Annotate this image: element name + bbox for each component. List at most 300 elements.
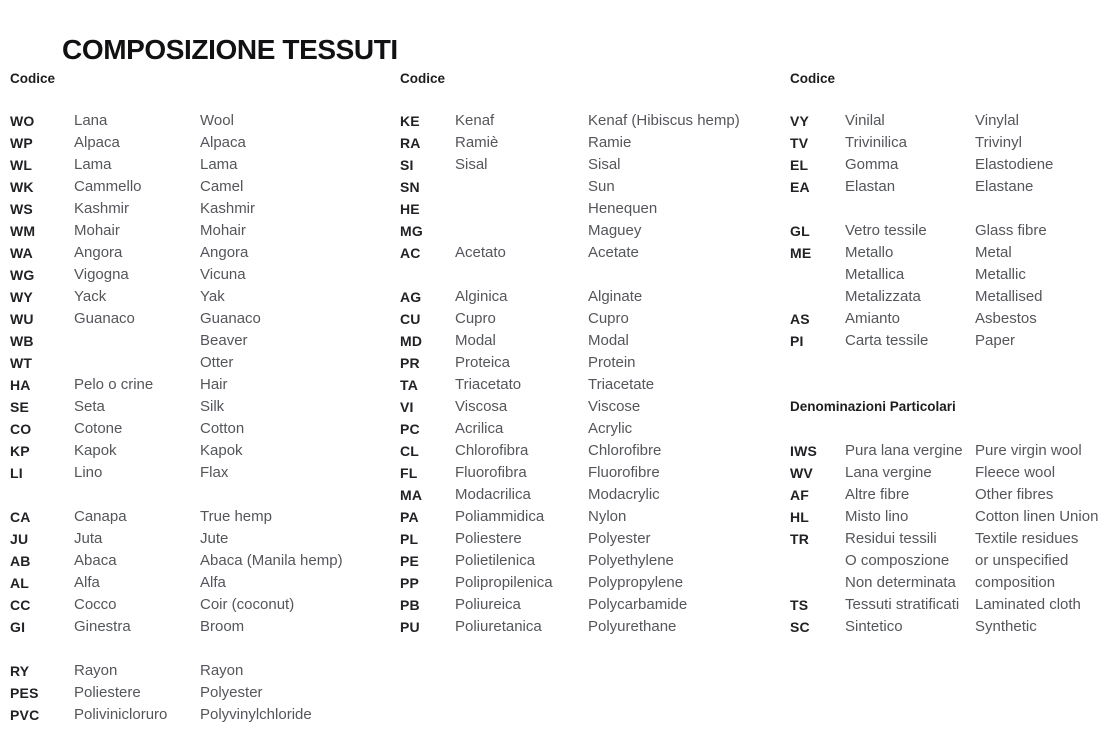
italian-name-cell [74, 352, 200, 374]
english-name-cell [200, 484, 388, 506]
table-row [10, 286, 388, 308]
table-row [400, 154, 778, 176]
english-name-cell: Coir (coconut) [200, 596, 295, 613]
english-name-cell: Polyester [588, 530, 651, 547]
code-cell: MA [400, 487, 423, 503]
english-name-cell: Elastane [975, 178, 1034, 195]
code-cell: HE [400, 201, 420, 217]
italian-name-cell: Gomma [845, 156, 899, 173]
table-row [10, 176, 388, 198]
english-name-cell [975, 198, 1102, 220]
code-cell: AL [10, 575, 30, 591]
code-cell: FL [400, 465, 418, 481]
code-cell: AB [10, 553, 31, 569]
table-row [10, 528, 388, 550]
italian-name-cell: Fluorofibra [455, 464, 527, 481]
code-cell: VI [400, 399, 414, 415]
english-name-cell: Kenaf (Hibiscus hemp) [588, 112, 740, 129]
code-rows [400, 110, 778, 638]
table-row [10, 220, 388, 242]
code-cell: EL [790, 157, 809, 173]
code-cell: WM [10, 223, 36, 239]
code-cell: MG [400, 223, 423, 239]
english-name-cell: Beaver [200, 332, 248, 349]
english-name-cell: composition [975, 574, 1056, 591]
code-cell: WS [10, 201, 33, 217]
italian-name-cell: Alfa [74, 574, 100, 591]
english-name-cell [200, 638, 388, 660]
code-rows [790, 110, 1102, 638]
section-header-row [790, 396, 1102, 418]
code-cell: PI [790, 333, 804, 349]
code-cell: WU [10, 311, 34, 327]
italian-name-cell [455, 176, 588, 198]
english-name-cell: True hemp [200, 508, 272, 525]
column-header-codice: Codice [400, 71, 446, 86]
code-cell [10, 638, 74, 660]
table-row [10, 484, 388, 506]
italian-name-cell: Ginestra [74, 618, 131, 635]
code-cell: SI [400, 157, 414, 173]
code-cell: WB [10, 333, 34, 349]
english-name-cell: Rayon [200, 662, 244, 679]
english-name-cell: Pure virgin wool [975, 442, 1082, 459]
table-row [10, 682, 388, 704]
table-row [400, 176, 778, 198]
code-cell: WO [10, 113, 35, 129]
italian-name-cell: Elastan [845, 178, 896, 195]
code-cell: CO [10, 421, 32, 437]
table-row [10, 572, 388, 594]
code-cell: HL [790, 509, 810, 525]
table-row [400, 594, 778, 616]
table-row [10, 198, 388, 220]
italian-name-cell: Abaca [74, 552, 117, 569]
table-row [10, 352, 388, 374]
code-cell: CU [400, 311, 421, 327]
english-name-cell: Acrylic [588, 420, 633, 437]
table-row [790, 308, 1102, 330]
english-name-cell: Textile residues [975, 530, 1079, 547]
italian-name-cell: Ramiè [455, 134, 499, 151]
table-row [400, 264, 778, 286]
code-table-column-2 [400, 68, 778, 638]
code-cell: EA [790, 179, 810, 195]
english-name-cell: Mohair [200, 222, 246, 239]
english-name-cell: Jute [200, 530, 229, 547]
table-row [400, 550, 778, 572]
italian-name-cell: Vigogna [74, 266, 129, 283]
english-name-cell: Vinylal [975, 112, 1019, 129]
english-name-cell: Polyester [200, 684, 263, 701]
table-row [400, 572, 778, 594]
english-name-cell: Silk [200, 398, 225, 415]
italian-name-cell: Metallica [845, 266, 905, 283]
table-row [790, 154, 1102, 176]
table-row [790, 528, 1102, 550]
english-name-cell: or unspecified [975, 552, 1069, 569]
italian-name-cell: Sisal [455, 156, 488, 173]
table-row [790, 616, 1102, 638]
code-cell: TV [790, 135, 809, 151]
table-row [400, 132, 778, 154]
page-title: COMPOSIZIONE TESSUTI [62, 33, 398, 65]
table-row [790, 572, 1102, 594]
italian-name-cell: Tessuti stratificati [845, 596, 960, 613]
english-name-cell: Polyethylene [588, 552, 674, 569]
italian-name-cell: Modacrilica [455, 486, 531, 503]
english-name-cell: Kapok [200, 442, 243, 459]
table-row [400, 418, 778, 440]
italian-name-cell: Poliestere [74, 684, 141, 701]
table-row [10, 374, 388, 396]
code-cell: WL [10, 157, 33, 173]
italian-name-cell: Cupro [455, 310, 496, 327]
italian-name-cell: Vinilal [845, 112, 885, 129]
italian-name-cell [845, 418, 975, 440]
code-cell [790, 198, 845, 220]
code-cell: PC [400, 421, 420, 437]
table-row [10, 440, 388, 462]
code-cell: CL [400, 443, 420, 459]
code-cell: SE [10, 399, 30, 415]
code-cell: WG [10, 267, 35, 283]
english-name-cell: Cupro [588, 310, 629, 327]
english-name-cell: Maguey [588, 222, 642, 239]
english-name-cell: Sisal [588, 156, 621, 173]
code-cell: TA [400, 377, 419, 393]
italian-name-cell: Pelo o crine [74, 376, 154, 393]
english-name-cell: Vicuna [200, 266, 246, 283]
table-row [10, 396, 388, 418]
code-cell: PE [400, 553, 420, 569]
italian-name-cell: Non determinata [845, 574, 956, 591]
english-name-cell: Polyvinylchloride [200, 706, 312, 723]
code-cell: WT [10, 355, 33, 371]
code-cell: IWS [790, 443, 818, 459]
english-name-cell: Acetate [588, 244, 639, 261]
code-cell: AG [400, 289, 422, 305]
code-cell [400, 264, 455, 286]
italian-name-cell: Kenaf [455, 112, 495, 129]
code-cell: WV [790, 465, 813, 481]
italian-name-cell: Seta [74, 398, 105, 415]
italian-name-cell: Lana vergine [845, 464, 932, 481]
table-row [10, 154, 388, 176]
english-name-cell: Otter [200, 354, 234, 371]
italian-name-cell: Poliammidica [455, 508, 545, 525]
code-cell: AF [790, 487, 810, 503]
english-name-cell: Abaca (Manila hemp) [200, 552, 343, 569]
english-name-cell: Wool [200, 112, 234, 129]
italian-name-cell [455, 198, 588, 220]
english-name-cell: Glass fibre [975, 222, 1047, 239]
table-row [790, 462, 1102, 484]
english-name-cell: Metallic [975, 266, 1026, 283]
english-name-cell: Cotton linen Union [975, 508, 1099, 525]
italian-name-cell: Proteica [455, 354, 511, 371]
table-row [790, 286, 1102, 308]
italian-name-cell: Polivinicloruro [74, 706, 168, 723]
english-name-cell: Modacrylic [588, 486, 660, 503]
italian-name-cell [455, 220, 588, 242]
table-row [10, 330, 388, 352]
code-cell: PL [400, 531, 419, 547]
code-cell: HA [10, 377, 31, 393]
english-name-cell: Henequen [588, 200, 658, 217]
table-row [10, 110, 388, 132]
code-cell: TS [790, 597, 809, 613]
english-name-cell: Polyurethane [588, 618, 677, 635]
code-cell: SN [400, 179, 420, 195]
table-row [10, 308, 388, 330]
english-name-cell: Synthetic [975, 618, 1037, 635]
table-row [10, 462, 388, 484]
english-name-cell: Lama [200, 156, 238, 173]
code-cell [790, 286, 845, 308]
table-row [400, 352, 778, 374]
italian-name-cell: Juta [74, 530, 103, 547]
code-cell: PU [400, 619, 420, 635]
italian-name-cell: Cammello [74, 178, 142, 195]
table-row [400, 484, 778, 506]
italian-name-cell: Residui tessili [845, 530, 937, 547]
italian-name-cell: Acetato [455, 244, 506, 261]
english-name-cell: Trivinyl [975, 134, 1022, 151]
english-name-cell: Alpaca [200, 134, 246, 151]
table-row [400, 198, 778, 220]
table-row [790, 594, 1102, 616]
code-cell: KE [400, 113, 420, 129]
english-name-cell [588, 264, 778, 286]
table-row [400, 242, 778, 264]
code-cell: RY [10, 663, 30, 679]
italian-name-cell: O composzione [845, 552, 950, 569]
italian-name-cell: Cotone [74, 420, 123, 437]
english-name-cell: Broom [200, 618, 245, 635]
column-header-codice: Codice [10, 71, 56, 86]
table-row [10, 638, 388, 660]
code-cell [790, 352, 845, 374]
italian-name-cell: Poliureica [455, 596, 521, 613]
italian-name-cell: Rayon [74, 662, 118, 679]
italian-name-cell: Kashmir [74, 200, 130, 217]
italian-name-cell: Misto lino [845, 508, 909, 525]
code-cell: JU [10, 531, 29, 547]
section-header: Denominazioni Particolari [790, 399, 956, 414]
english-name-cell: Polycarbamide [588, 596, 688, 613]
italian-name-cell: Kapok [74, 442, 117, 459]
code-cell [790, 374, 845, 396]
english-name-cell [975, 418, 1102, 440]
english-name-cell: Protein [588, 354, 636, 371]
english-name-cell: Angora [200, 244, 249, 261]
table-row [790, 484, 1102, 506]
italian-name-cell: Polipropilenica [455, 574, 553, 591]
english-name-cell: Flax [200, 464, 229, 481]
table-row [790, 176, 1102, 198]
table-row [790, 330, 1102, 352]
code-cell: CA [10, 509, 31, 525]
italian-name-cell: Metalizzata [845, 288, 921, 305]
italian-name-cell [845, 198, 975, 220]
english-name-cell: Fluorofibre [588, 464, 660, 481]
italian-name-cell: Lino [74, 464, 103, 481]
italian-name-cell [74, 330, 200, 352]
code-cell: KP [10, 443, 30, 459]
english-name-cell: Fleece wool [975, 464, 1056, 481]
english-name-cell: Alginate [588, 288, 643, 305]
code-cell: PA [400, 509, 419, 525]
english-name-cell: Laminated cloth [975, 596, 1081, 613]
table-row [400, 528, 778, 550]
english-name-cell: Alfa [200, 574, 226, 591]
code-cell: PR [400, 355, 420, 371]
italian-name-cell: Acrilica [455, 420, 504, 437]
italian-name-cell: Lana [74, 112, 108, 129]
code-cell: RA [400, 135, 421, 151]
table-row [400, 396, 778, 418]
code-cell: PP [400, 575, 420, 591]
italian-name-cell: Vetro tessile [845, 222, 927, 239]
table-row [400, 330, 778, 352]
italian-name-cell: Mohair [74, 222, 120, 239]
italian-name-cell: Altre fibre [845, 486, 910, 503]
english-name-cell: Sun [588, 178, 615, 195]
table-row [400, 440, 778, 462]
italian-name-cell: Alpaca [74, 134, 120, 151]
english-name-cell: Nylon [588, 508, 627, 525]
english-name-cell [975, 352, 1102, 374]
code-cell: ME [790, 245, 812, 261]
english-name-cell: Modal [588, 332, 629, 349]
table-row [790, 352, 1102, 374]
table-row [400, 286, 778, 308]
italian-name-cell: Triacetato [455, 376, 522, 393]
english-name-cell: Elastodiene [975, 156, 1054, 173]
italian-name-cell: Guanaco [74, 310, 135, 327]
italian-name-cell: Angora [74, 244, 123, 261]
table-row [790, 550, 1102, 572]
code-cell: PES [10, 685, 39, 701]
code-cell: AS [790, 311, 810, 327]
table-row [10, 660, 388, 682]
code-cell: WP [10, 135, 33, 151]
english-name-cell: Asbestos [975, 310, 1037, 327]
table-row [790, 198, 1102, 220]
english-name-cell: Viscose [588, 398, 641, 415]
table-row [790, 110, 1102, 132]
italian-name-cell [845, 352, 975, 374]
table-row [400, 616, 778, 638]
code-table-column-3 [790, 68, 1102, 638]
code-cell: SC [790, 619, 810, 635]
italian-name-cell [845, 374, 975, 396]
table-row [10, 418, 388, 440]
table-row [400, 506, 778, 528]
code-cell: WK [10, 179, 34, 195]
table-row [10, 704, 388, 726]
table-row [10, 242, 388, 264]
table-row [10, 616, 388, 638]
table-row [790, 132, 1102, 154]
english-name-cell: Cotton [200, 420, 245, 437]
italian-name-cell: Canapa [74, 508, 127, 525]
italian-name-cell: Lama [74, 156, 112, 173]
table-row [400, 220, 778, 242]
column-header-codice: Codice [790, 71, 836, 86]
english-name-cell: Paper [975, 332, 1016, 349]
english-name-cell: Camel [200, 178, 244, 195]
table-row [400, 374, 778, 396]
table-row [790, 506, 1102, 528]
code-cell: GI [10, 619, 26, 635]
table-row [790, 374, 1102, 396]
table-row [400, 462, 778, 484]
table-row [10, 132, 388, 154]
italian-name-cell: Amianto [845, 310, 901, 327]
italian-name-cell: Metallo [845, 244, 894, 261]
italian-name-cell: Modal [455, 332, 496, 349]
italian-name-cell: Poliestere [455, 530, 522, 547]
code-cell: WA [10, 245, 33, 261]
table-row [790, 264, 1102, 286]
code-cell [790, 550, 845, 572]
code-cell: AC [400, 245, 421, 261]
italian-name-cell: Pura lana vergine [845, 442, 963, 459]
italian-name-cell: Alginica [455, 288, 508, 305]
italian-name-cell: Chlorofibra [455, 442, 529, 459]
code-cell: PVC [10, 707, 40, 723]
english-name-cell: Triacetate [588, 376, 655, 393]
english-name-cell: Other fibres [975, 486, 1054, 503]
table-row [790, 242, 1102, 264]
code-cell [790, 264, 845, 286]
table-row [790, 440, 1102, 462]
italian-name-cell [74, 484, 200, 506]
table-row [10, 550, 388, 572]
code-cell: PB [400, 597, 420, 613]
italian-name-cell: Sintetico [845, 618, 903, 635]
italian-name-cell [74, 638, 200, 660]
english-name-cell: Ramie [588, 134, 632, 151]
table-row [10, 264, 388, 286]
code-cell: TR [790, 531, 810, 547]
italian-name-cell [455, 264, 588, 286]
table-row [400, 110, 778, 132]
english-name-cell: Polypropylene [588, 574, 684, 591]
code-cell: LI [10, 465, 23, 481]
table-row [790, 220, 1102, 242]
code-cell: CC [10, 597, 31, 613]
italian-name-cell: Polietilenica [455, 552, 536, 569]
code-cell [10, 484, 74, 506]
italian-name-cell: Trivinilica [845, 134, 907, 151]
english-name-cell: Metal [975, 244, 1012, 261]
code-cell: GL [790, 223, 810, 239]
italian-name-cell: Viscosa [455, 398, 508, 415]
code-table-column-1 [10, 68, 388, 726]
code-rows [10, 110, 388, 726]
english-name-cell: Guanaco [200, 310, 261, 327]
table-row [400, 308, 778, 330]
code-cell [790, 418, 845, 440]
italian-name-cell: Cocco [74, 596, 117, 613]
english-name-cell: Chlorofibre [588, 442, 662, 459]
table-row [10, 506, 388, 528]
english-name-cell: Yak [200, 288, 225, 305]
table-row [10, 594, 388, 616]
